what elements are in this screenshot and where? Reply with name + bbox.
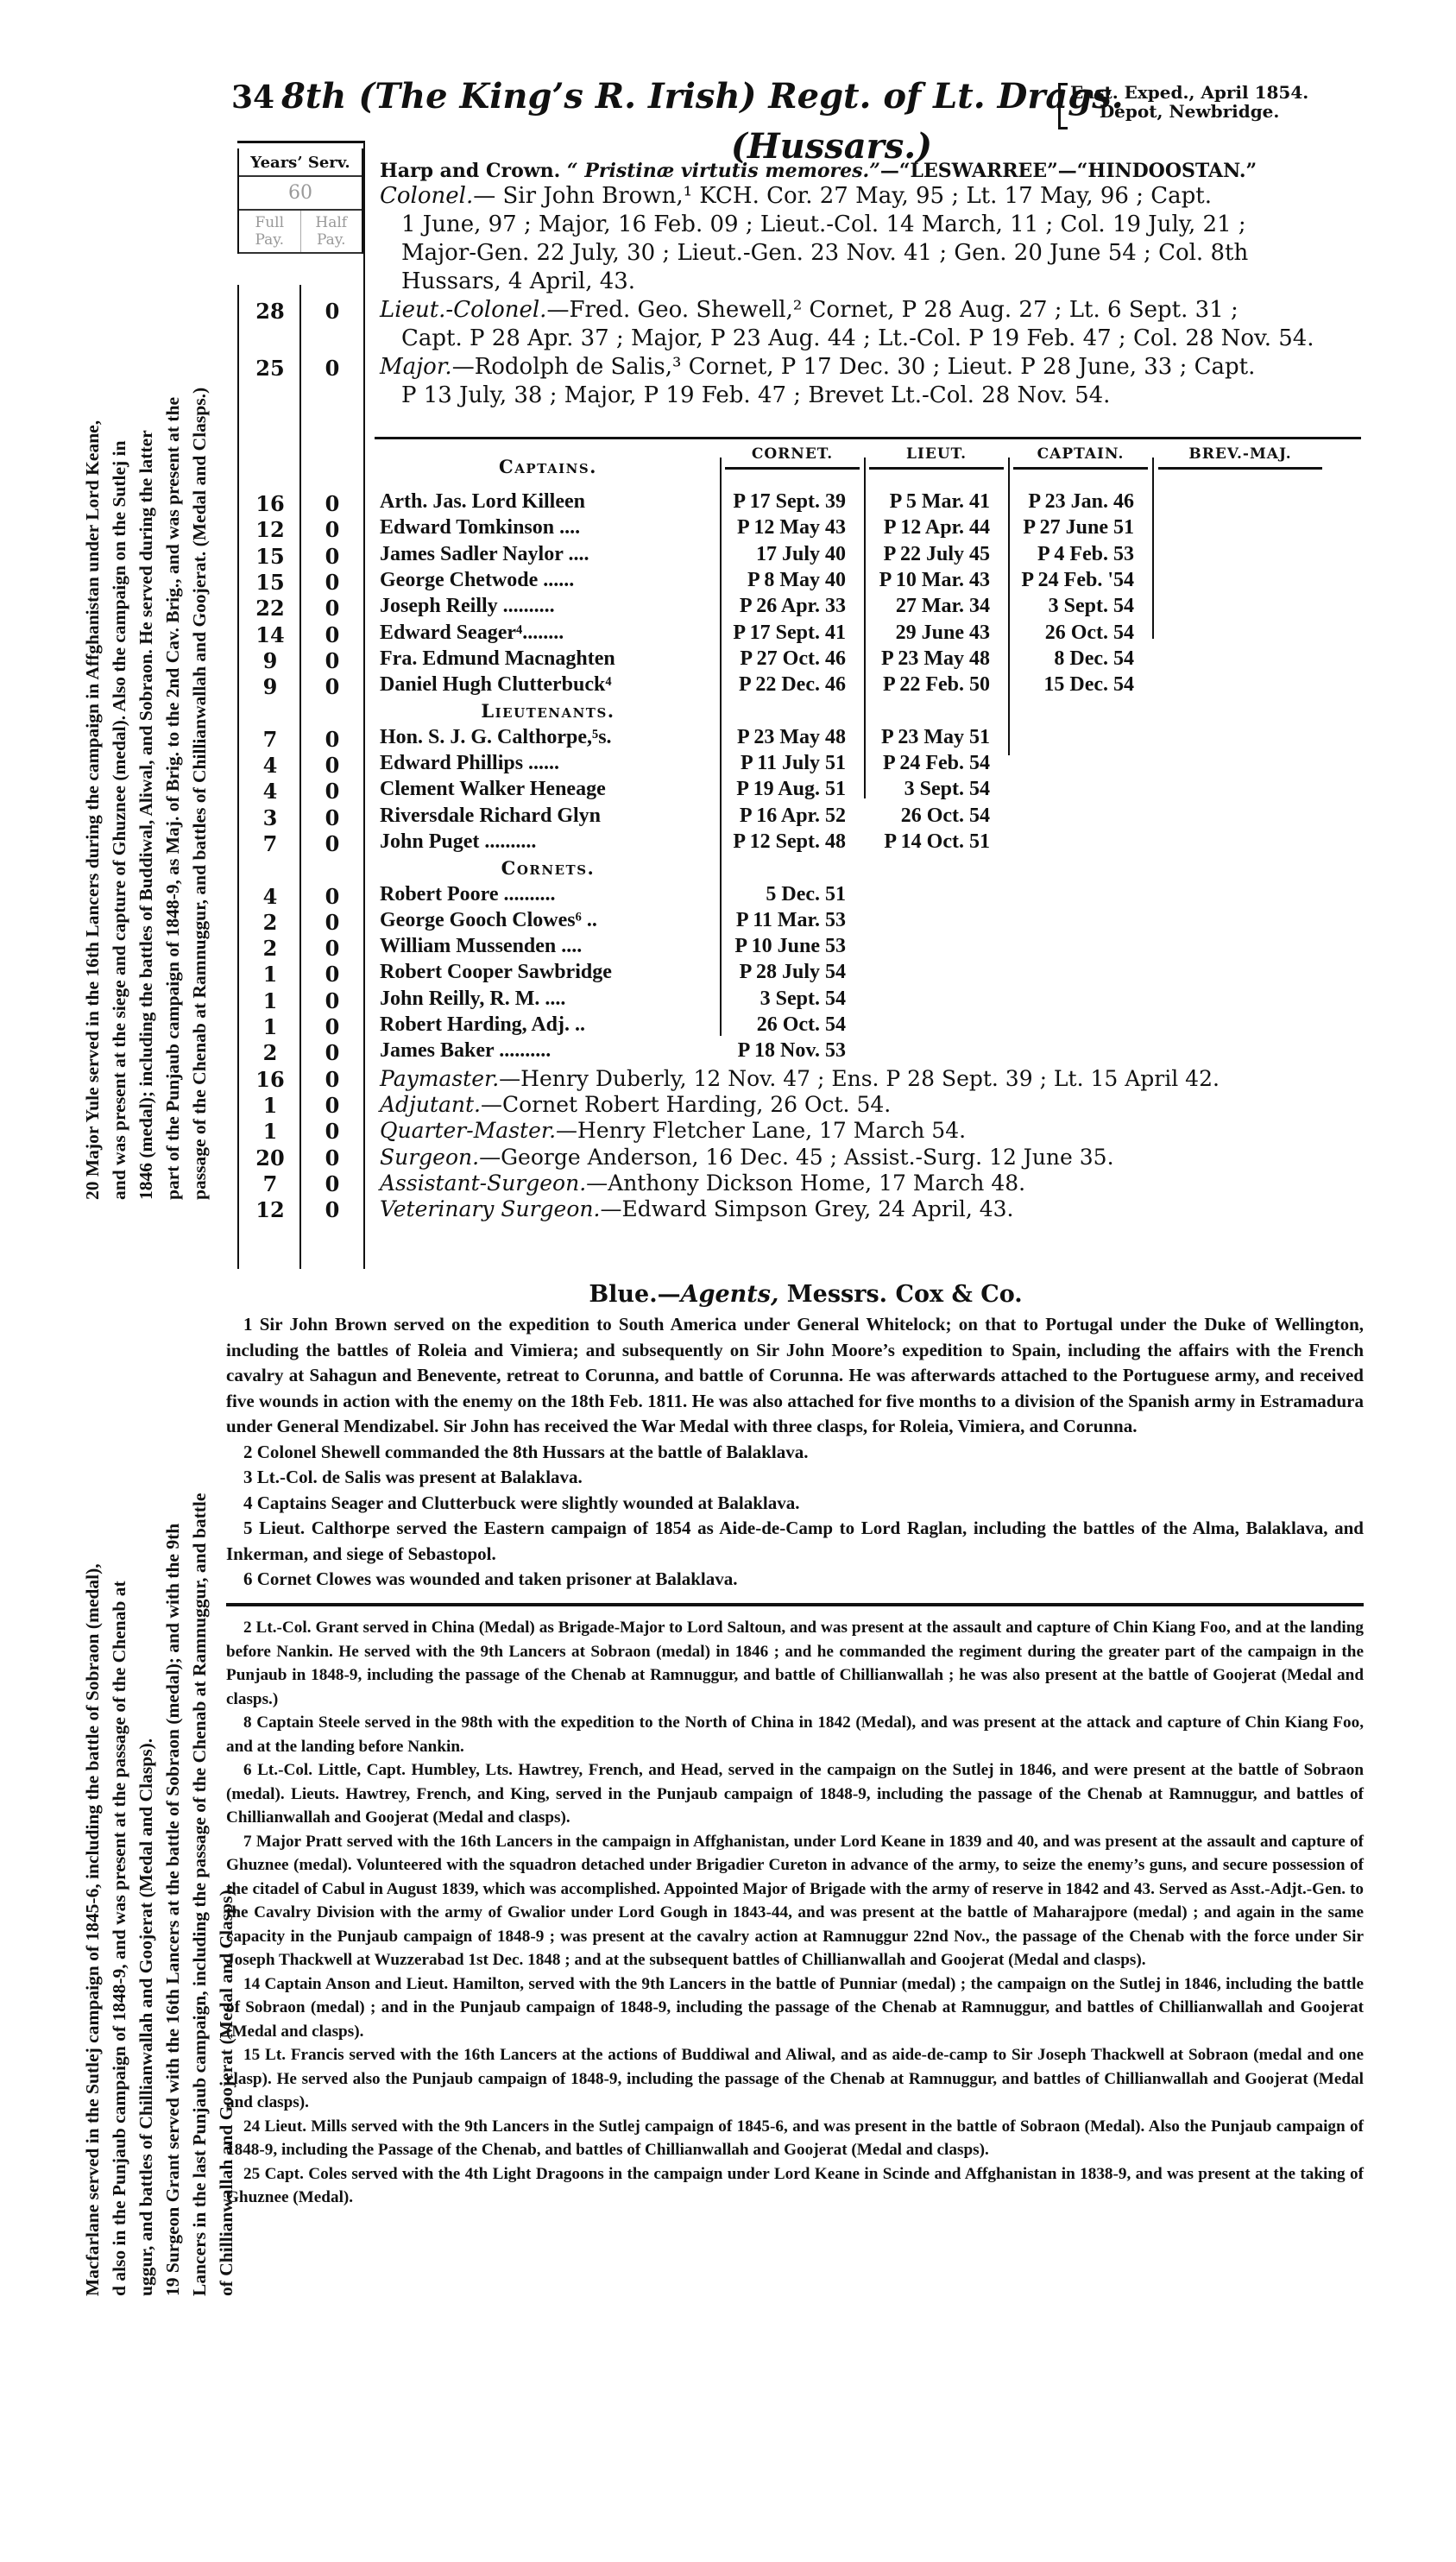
margin-line: part of the Punjaub campaign of 1848-9, as Maj. of Brig. to the 2nd Cav. Brig., and was present at the	[162, 396, 183, 1200]
margin-line: passage of the Chenab at Ramnuggur, and battles of Chillianwallah and Goojerat. (Medal and Clasps.)	[189, 387, 210, 1200]
staff-role: Surgeon.	[380, 1144, 480, 1170]
half-pay-value: 0	[325, 1066, 340, 1092]
date-cornet: P 10 June 53	[734, 935, 846, 958]
page-subtitle: (Hussars.)	[730, 126, 933, 167]
service-years-row	[239, 1040, 363, 1065]
half-pay-value: 0	[325, 988, 340, 1013]
half-pay-value: 0	[325, 674, 340, 700]
half-pay-value: 0	[325, 962, 340, 988]
date-cornet: P 28 July 54	[739, 961, 846, 984]
date-captain: 8 Dec. 54	[1054, 647, 1134, 670]
lieut-colonel-label: Lieut.-Colonel.	[380, 297, 547, 323]
officer-name: Joseph Reilly ..........	[380, 595, 555, 618]
full-pay-value: 9	[262, 674, 278, 700]
colonel-text: — Sir John Brown,¹ KCH. Cor. 27 May, 95 ; Lt. 17 May, 96 ; Capt.	[473, 183, 1212, 209]
full-pay-value: 7	[262, 1171, 278, 1196]
service-years-row	[239, 962, 363, 987]
officer-name: George Gooch Clowes⁶ ..	[380, 908, 597, 931]
half-pay-value: 0	[325, 1119, 340, 1145]
staff-text: —Edward Simpson Grey, 24 April, 43.	[600, 1196, 1014, 1222]
colonel-line: Hussars, 4 April, 43.	[401, 268, 636, 294]
date-lieut: 3 Sept. 54	[904, 778, 990, 801]
officer-name: Robert Cooper Sawbridge	[380, 961, 612, 984]
date-lieut: P 14 Oct. 51	[884, 830, 990, 853]
half-pay-value: 0	[325, 596, 340, 622]
date-cornet: P 17 Sept. 41	[733, 621, 846, 644]
half-pay-value: 0	[325, 779, 340, 805]
full-pay-value: 1	[262, 1014, 278, 1039]
lieut-colonel-line	[380, 296, 1239, 325]
years-service-header	[237, 141, 363, 254]
date-captain: P 27 June 51	[1023, 516, 1134, 540]
service-years-row	[239, 779, 363, 804]
full-pay-value: 1	[262, 988, 278, 1013]
years-service-total: 60	[239, 175, 362, 209]
date-lieut: P 22 July 45	[883, 542, 990, 565]
date-captain: P 23 Jan. 46	[1028, 490, 1134, 513]
date-cornet: 26 Oct. 54	[756, 1013, 846, 1036]
date-cornet: P 26 Apr. 33	[739, 595, 846, 618]
date-captain: 15 Dec. 54	[1043, 673, 1134, 697]
half-pay-value: 0	[325, 299, 340, 324]
full-pay-value: 2	[262, 909, 278, 935]
half-pay-value: 0	[325, 909, 340, 935]
date-cornet: P 19 Aug. 51	[736, 778, 846, 801]
officer-name: James Sadler Naylor ....	[380, 542, 589, 565]
date-lieut: 26 Oct. 54	[900, 804, 990, 827]
full-pay-value: 3	[262, 805, 278, 830]
full-pay-value: 20	[255, 1145, 285, 1171]
half-pay-value: 0	[325, 647, 340, 673]
officer-name: Arth. Jas. Lord Killeen	[380, 490, 585, 513]
service-years-row	[239, 805, 363, 830]
officer-name: Edward Phillips ......	[380, 752, 560, 774]
officer-name: James Baker ..........	[380, 1039, 552, 1063]
service-years-row	[239, 831, 363, 856]
agents-label: Agents,	[680, 1281, 779, 1308]
service-years-row	[239, 596, 363, 621]
staff-text: —Cornet Robert Harding, 26 Oct. 54.	[480, 1091, 892, 1117]
footnote: 2 Lt.-Col. Grant served in China (Medal) as Brigade-Major to Lord Saltoun, and was present at the assault and capture of Chin Kiang Foo, and at the landing before Nankin. He served with the 9th Lancers at Sobraon (medal) in 1846 ; and he commanded the regiment during the greater part of the campaign in the Punjaub in 1848-9, including the passage of the Chenab at Ramnuggur, and battle of Chillianwallah ; he was also present at the battle of Goojerat (Medal and clasps.)	[226, 1619, 1364, 1708]
service-years-row	[239, 544, 363, 569]
margin-note-upper	[76, 52, 214, 1200]
service-years-row	[239, 491, 363, 516]
staff-line	[380, 1116, 966, 1145]
officer-name: Clement Walker Heneage	[380, 778, 606, 801]
date-captain: P 24 Feb. '54	[1021, 568, 1134, 591]
footnote: 2 Colonel Shewell commanded the 8th Hussars at the battle of Balaklava.	[243, 1441, 809, 1462]
officer-name: Robert Poore ..........	[380, 882, 556, 906]
motto-latin: “ Pristinæ virtutis memores.”	[567, 160, 880, 182]
margin-note-lower	[76, 1174, 236, 2296]
margin-line: 19 Surgeon Grant served with the 16th Lancers at the battle of Sobraon (medal); and with the 9th	[162, 1523, 183, 2296]
staff-role: Veterinary Surgeon.	[380, 1196, 601, 1222]
officer-name: Edward Seager⁴........	[380, 621, 564, 644]
full-pay-value: 28	[255, 299, 285, 324]
date-cornet: P 22 Dec. 46	[739, 673, 846, 697]
date-cornet: 5 Dec. 51	[766, 882, 846, 906]
footnote: 4 Captains Seager and Clutterbuck were slightly wounded at Balaklava.	[243, 1492, 800, 1513]
captains-heading: Captains.	[499, 456, 597, 477]
footnote: 6 Lt.-Col. Little, Capt. Humbley, Lts. Hawtrey, French, and Head, served in the campaign on the Sutlej in 1846, and were present at the battle of Sobraon (medal). Lieuts. Hawtrey, French, and King, served in the Punjaub campaign of 1848-9, including the passage of the Chenab at Ramnuggur, and battles of Chillianwallah and Goojerat (Medal and clasps).	[226, 1761, 1364, 1827]
half-pay-value: 0	[325, 543, 340, 569]
officer-name: George Chetwode ......	[380, 568, 575, 591]
footnote: 25 Capt. Coles served with the 4th Light Dragoons in the campaign under Lord Keane in Scinde and Affghanistan in 1838-9, and was present at the taking of Ghuznee (Medal).	[226, 2164, 1364, 2206]
colonel-label: Colonel.	[380, 183, 474, 209]
half-pay-value: 0	[325, 753, 340, 778]
service-years-row	[239, 648, 363, 673]
col-header-lieut: LIEUT.	[869, 445, 1004, 470]
cornets-heading: Cornets.	[501, 857, 596, 880]
col-header-brev-maj: BREV.-MAJ.	[1158, 445, 1322, 470]
date-lieut: P 24 Feb. 54	[883, 752, 990, 774]
staff-line	[380, 1090, 891, 1119]
colonel-line: Major-Gen. 22 July, 30 ; Lieut.-Gen. 23 Nov. 41 ; Gen. 20 June 54 ; Col. 8th	[401, 240, 1249, 266]
officer-name: Fra. Edmund Macnaghten	[380, 647, 615, 670]
date-cornet: P 16 Apr. 52	[739, 804, 846, 827]
page-number: 34	[231, 79, 275, 116]
full-pay-value: 12	[255, 1197, 285, 1223]
margin-line: uggur, and battles of Chillianwallah and Goojerat (Medal and Clasps).	[136, 1738, 156, 2296]
date-lieut: 29 June 43	[895, 621, 990, 644]
full-pay-value: 9	[262, 647, 278, 673]
col-header-captain: CAPTAIN.	[1013, 445, 1148, 470]
footnote: 8 Captain Steele served in the 98th with the expedition to the North of China in 1842 (Medal), and was present at the attack and capture of Chin Kiang Foo, and at the landing before Nankin.	[226, 1713, 1364, 1756]
full-pay-value: 7	[262, 726, 278, 752]
service-years-row	[239, 988, 363, 1013]
footnote: 5 Lieut. Calthorpe served the Eastern campaign of 1854 as Aide-de-Camp to Lord Raglan, including the battles of the Alma, Balaklava, and Inkerman, and siege of Sebastopol.	[226, 1518, 1364, 1564]
staff-role: Adjutant.	[380, 1091, 481, 1117]
half-pay-value: 0	[325, 569, 340, 595]
full-pay-value: 1	[262, 1092, 278, 1118]
station-line: Depot, Newbridge.	[1099, 101, 1280, 122]
service-years-row	[239, 1197, 363, 1222]
full-pay-value: 7	[262, 830, 278, 856]
page-title: 8th (The King’s R. Irish) Regt. of Lt. Drags.	[281, 76, 1124, 117]
date-cornet: P 8 May 40	[747, 568, 846, 591]
service-years-row	[239, 1145, 363, 1171]
major-text: —Rodolph de Salis,³ Cornet, P 17 Dec. 30 ; Lieut. P 28 June, 33 ; Capt.	[451, 354, 1256, 380]
half-pay-value: 0	[325, 805, 340, 830]
footnotes	[226, 1312, 1364, 1593]
service-years-row	[239, 936, 363, 961]
date-cornet: P 12 May 43	[737, 516, 846, 540]
service-years-row	[239, 727, 363, 752]
section-divider	[226, 1603, 1364, 1606]
full-pay-value: 1	[262, 962, 278, 988]
service-years-row	[239, 753, 363, 778]
major-line: P 13 July, 38 ; Major, P 19 Feb. 47 ; Brevet Lt.-Col. 28 Nov. 54.	[401, 382, 1111, 408]
half-pay-value: 0	[325, 1171, 340, 1196]
half-pay-value: 0	[325, 1092, 340, 1118]
date-lieut: 27 Mar. 34	[895, 595, 990, 618]
half-pay-value: 0	[325, 1040, 340, 1066]
service-years-row	[239, 299, 363, 324]
officer-name: Robert Harding, Adj. ..	[380, 1013, 586, 1036]
service-years-row	[239, 910, 363, 935]
officer-name: Riversdale Richard Glyn	[380, 804, 601, 827]
staff-text: —Henry Duberly, 12 Nov. 47 ; Ens. P 28 Sept. 39 ; Lt. 15 April 42.	[499, 1065, 1220, 1091]
officer-name: Edward Tomkinson ....	[380, 516, 581, 540]
service-years-row	[239, 1171, 363, 1196]
full-pay-value: 14	[255, 622, 285, 647]
half-pay-label: Half Pay.	[315, 214, 348, 249]
footnote: 3 Lt.-Col. de Salis was present at Balaklava.	[243, 1467, 583, 1487]
station-note	[1070, 83, 1308, 121]
date-cornet: P 17 Sept. 39	[733, 490, 846, 513]
officer-name: John Puget ..........	[380, 830, 537, 853]
full-pay-label: Full Pay.	[239, 211, 301, 252]
footnote: 14 Captain Anson and Lieut. Hamilton, served with the 9th Lancers in the battle of Punniar (medal) ; the campaign on the Sutlej in 1846, including the battle of Sobraon (medal) ; and in the Punjaub campaign of 1848-9, including the passage of the Chenab at Ramnuggur, and battles of Chillianwallah and Goojerat (Medal and clasps).	[226, 1974, 1364, 2041]
lieutenants-heading: Lieutenants.	[481, 700, 615, 723]
lieut-colonel-text: —Fred. Geo. Shewell,² Cornet, P 28 Aug. 27 ; Lt. 6 Sept. 31 ;	[546, 297, 1239, 323]
date-cornet: P 27 Oct. 46	[740, 647, 846, 670]
service-years-row	[239, 1067, 363, 1092]
service-years-row	[239, 517, 363, 542]
date-lieut: P 5 Mar. 41	[889, 490, 990, 513]
footnote: 24 Lieut. Mills served with the 9th Lancers in the Sutlej campaign of 1845-6, and was present in the battle of Sobraon (Medal). Also the Punjaub campaign of 1848-9, including the Passage of the Chenab, and battles of Chillianwallah and Goojerat (Medal and clasps).	[226, 2117, 1364, 2159]
service-years-row	[239, 1014, 363, 1039]
full-pay-value: 15	[255, 569, 285, 595]
half-pay-value: 0	[325, 517, 340, 543]
service-years-row	[239, 884, 363, 909]
staff-line	[380, 1169, 1025, 1197]
full-pay-value: 4	[262, 753, 278, 778]
service-years-row	[239, 622, 363, 647]
footnote: 6 Cornet Clowes was wounded and taken prisoner at Balaklava.	[243, 1568, 738, 1589]
half-pay-value: 0	[325, 883, 340, 909]
full-pay-value: 4	[262, 779, 278, 805]
half-pay-value: 0	[325, 356, 340, 381]
agents-line	[0, 1281, 1456, 1308]
full-pay-value: 25	[255, 356, 285, 381]
margin-line: Macfarlane served in the Sutlej campaign of 1845-6, including the battle of Sobraon (medal),	[82, 1563, 103, 2296]
full-pay-value: 16	[255, 1066, 285, 1092]
date-lieut: P 22 Feb. 50	[883, 673, 990, 697]
officer-name: Hon. S. J. G. Calthorpe,⁵s.	[380, 725, 612, 748]
full-pay-value: 12	[255, 517, 285, 543]
half-pay-value: 0	[325, 936, 340, 962]
full-pay-value: 4	[262, 883, 278, 909]
half-pay-value: 0	[325, 1145, 340, 1171]
motto-prefix: Harp and Crown.	[380, 160, 561, 182]
full-pay-value: 15	[255, 543, 285, 569]
station-line: East. Exped., April 1854.	[1070, 82, 1309, 103]
colonel-line	[380, 182, 1212, 211]
staff-text: —George Anderson, 16 Dec. 45 ; Assist.-Surg. 12 June 35.	[479, 1144, 1114, 1170]
half-pay-value: 0	[325, 726, 340, 752]
date-lieut: P 23 May 51	[881, 725, 990, 748]
staff-line	[380, 1064, 1220, 1093]
lieut-colonel-line: Capt. P 28 Apr. 37 ; Major, P 23 Aug. 44 ; Lt.-Col. P 19 Feb. 47 ; Col. 28 Nov. 54.	[401, 325, 1314, 351]
facings-colour: Blue.—	[589, 1281, 681, 1308]
service-years-row	[239, 1119, 363, 1144]
full-pay-value: 2	[262, 936, 278, 962]
staff-line	[380, 1143, 1114, 1171]
footnote: 7 Major Pratt served with the 16th Lancers in the campaign in Affghanistan, under Lord Keane in 1839 and 40, and was present at the assault and capture of Ghuznee (medal). Volunteered with the squadron detached under Brigadier Cureton in advance of the army, to seize the enemy’s guns, and secure possession of the citadel of Cabul in August 1839, which was accomplished. Appointed Major of Brigade with the army of reserve in 1842 and 43. Served as Asst.-Adjt.-Gen. to the Cavalry Division with the army of Gwalior under Lord Gough in 1843-44, and was present at the battle of Maharajpore (medal) ; and again in the same capacity in the Punjaub campaign of 1848-9 ; was present at the cavalry action at Ramnuggur 22nd Nov., the passage of the Chenab with the force under Sir Joseph Thackwell at Wuzzerabad 1st Dec. 1848 ; and at the subsequent battles of Chillianwallah and Goojerat (Medal and clasps).	[226, 1832, 1364, 1969]
date-captain: P 4 Feb. 53	[1037, 542, 1134, 565]
staff-line	[380, 1195, 1014, 1223]
date-cornet: P 12 Sept. 48	[733, 830, 846, 853]
service-years-row	[239, 1093, 363, 1118]
officer-name: William Mussenden ....	[380, 935, 583, 958]
major-label: Major.	[380, 354, 452, 380]
date-cornet: P 23 May 48	[737, 725, 846, 748]
bracket-icon	[1058, 83, 1068, 129]
margin-line: Lancers in the last Punjaub campaign, including the passage of the Chenab at Ramnuggur, and battle	[189, 1492, 210, 2296]
footnote: 1 Sir John Brown served on the expedition to South America under General Whitelock; on that to Portugal under the Duke of Wellington, including the battles of Roleia and Vimiera; and subsequently on Sir John Moore’s expedition to Spain, including the affairs with the French cavalry at Sahagun and Benevente, retreat to Corunna, and battle of Corunna. He was afterwards attached to the Portuguese army, and received five wounds in action with the enemy on the 18th Feb. 1811. He was also attached for five months to a division of the Spanish army in Estramadura under General Mendizabel. Sir John has received the War Medal with three clasps, for Roleia, Vimiera, and Corunna.	[226, 1314, 1364, 1436]
staff-text: —Henry Fletcher Lane, 17 March 54.	[556, 1118, 967, 1144]
half-pay-value: 0	[325, 491, 340, 516]
staff-role: Assistant-Surgeon.	[380, 1170, 587, 1196]
years-service-label: Years’ Serv.	[250, 154, 350, 172]
date-cornet: 17 July 40	[755, 542, 846, 565]
other-footnotes	[226, 1616, 1364, 2210]
colonel-line: 1 June, 97 ; Major, 16 Feb. 09 ; Lieut.-Col. 14 March, 11 ; Col. 19 July, 21 ;	[401, 211, 1246, 237]
battle-honours: —“LESWARREE”—“HINDOOSTAN.”	[879, 160, 1257, 182]
service-years-row	[239, 356, 363, 381]
staff-role: Quarter-Master.	[380, 1118, 557, 1144]
half-pay-value: 0	[325, 830, 340, 856]
major-line	[380, 353, 1255, 382]
date-captain: 3 Sept. 54	[1048, 595, 1134, 618]
full-pay-value: 1	[262, 1119, 278, 1145]
date-cornet: P 11 July 51	[740, 752, 846, 774]
date-captain: 26 Oct. 54	[1044, 621, 1134, 644]
half-pay-value: 0	[325, 622, 340, 647]
service-years-row	[239, 674, 363, 699]
margin-line: of Chillianwallah and Goojerat (Medal and Clasps).	[216, 1884, 236, 2296]
margin-line: and was present at the siege and capture of Ghuznee (medal). Also the campaign on the Sutlej in	[109, 440, 129, 1200]
officer-name: Daniel Hugh Clutterbuck⁴	[380, 673, 612, 697]
date-lieut: P 12 Apr. 44	[883, 516, 990, 540]
staff-text: —Anthony Dickson Home, 17 March 48.	[586, 1170, 1026, 1196]
date-cornet: 3 Sept. 54	[760, 987, 846, 1010]
half-pay-value: 0	[325, 1014, 340, 1039]
date-cornet: P 18 Nov. 53	[737, 1039, 846, 1063]
date-cornet: P 11 Mar. 53	[735, 908, 846, 931]
staff-role: Paymaster.	[380, 1065, 500, 1091]
margin-line: d also in the Punjaub campaign of 1848-9, and was present at the passage of the Chenab at	[109, 1581, 129, 2296]
margin-line: 20 Major Yule served in the 16th Lancers during the campaign in Affghanistan under Lord Keane,	[82, 420, 103, 1200]
footnote: 15 Lt. Francis served with the 16th Lancers at the actions of Buddiwal and Aliwal, and as aide-de-camp to Sir Joseph Thackwell at Sobraon (medal and one clasp). He served also the Punjaub campaign of 1848-9, including the passage of the Chenab at Ramnuggur, and battles of Chillianwallah and Goojerat (Medal and clasps).	[226, 2046, 1364, 2111]
agents-value: Messrs. Cox & Co.	[778, 1281, 1023, 1308]
half-pay-value: 0	[325, 1197, 340, 1223]
full-pay-value: 22	[255, 596, 285, 622]
service-years-row	[239, 570, 363, 595]
full-pay-value: 16	[255, 491, 285, 516]
margin-line: 1846 (medal); including the battles of Buddiwal, Aliwal, and Sobraon. He served during the latter	[136, 430, 156, 1200]
date-lieut: P 23 May 48	[881, 647, 990, 670]
col-header-cornet: CORNET.	[725, 445, 860, 470]
officer-name: John Reilly, R. M. ....	[380, 987, 566, 1010]
full-pay-value: 2	[262, 1040, 278, 1066]
date-lieut: P 10 Mar. 43	[879, 568, 990, 591]
